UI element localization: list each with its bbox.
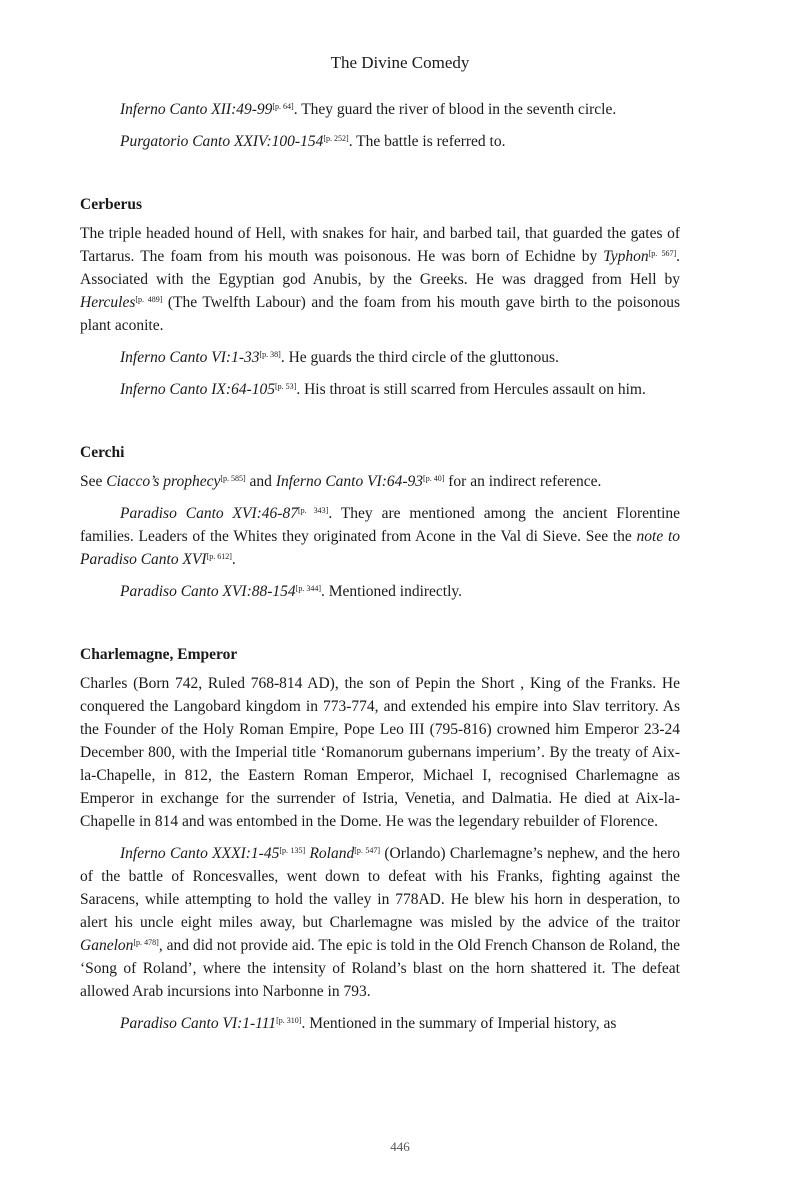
page-reference[interactable]: [p. 343] <box>297 506 329 515</box>
page-reference[interactable]: [p. 547] <box>354 846 381 855</box>
cross-reference-link[interactable]: Hercules <box>80 294 136 311</box>
entry-heading: Charlemagne, Emperor <box>80 646 238 663</box>
page-reference[interactable]: [p. 252] <box>323 134 349 143</box>
page-reference[interactable]: [p. 53] <box>274 382 297 391</box>
page-reference[interactable]: [p. 489] <box>135 295 163 304</box>
page-number: 446 <box>390 1139 410 1154</box>
entry-heading: Cerberus <box>80 196 142 213</box>
reference-paragraph: Inferno Canto VI:1-33[p. 38]. He guards the third circle of the gluttonous. <box>120 349 559 366</box>
reference-paragraph: Inferno Canto IX:64-105[p. 53]. His throat is still scarred from Hercules assault on him. <box>120 381 646 398</box>
page-reference[interactable]: [p. 567] <box>648 249 677 258</box>
entry-description: See Ciacco’s prophecy[p. 585] and Inferno Canto VI:64-93[p. 40] for an indirect reference. <box>80 473 602 490</box>
entry-cerchi <box>80 441 680 603</box>
page-reference[interactable]: [p. 310] <box>276 1016 302 1025</box>
canto-link[interactable]: Paradiso Canto XVI:88-154 <box>120 583 296 600</box>
page-reference[interactable]: [p. 612] <box>206 552 232 561</box>
reference-paragraph: Paradiso Canto XVI:46-87[p. 343]. They are mentioned among the ancient Florentine families. Leaders of the Whites they originated from Acone in the Val di Sieve. See the note to Paradiso Canto XVI[p. 612]. <box>80 505 681 568</box>
reference-paragraph: Inferno Canto XXXI:1-45[p. 135] Roland[p. 547] (Orlando) Charlemagne’s nephew, and the hero of the battle of Roncesvalles, went down to defeat with his Franks, fighting against the Saracens, while attempting to hold the valley in 778AD. He blew his horn in desperation, to alert his uncle eight miles away, but Charlemagne was misled by the advice of the traitor Ganelon[p. 478], and did not provide aid. The epic is told in the Old French Chanson de Roland, the ‘Song of Roland’, where the intensity of Roland’s blast on the horn shattered it. The defeat allowed Arab incursions into Narbonne in 793. <box>80 845 681 1000</box>
page-reference[interactable]: [p. 344] <box>295 584 321 593</box>
page-reference[interactable]: [p. 135] <box>279 846 306 855</box>
canto-link[interactable]: Paradiso Canto XVI:46-87 <box>120 505 298 522</box>
canto-link[interactable]: Inferno Canto IX:64-105 <box>120 381 275 398</box>
reference-paragraph: Paradiso Canto XVI:88-154[p. 344]. Mentioned indirectly. <box>120 583 463 600</box>
page-title: The Divine Comedy <box>330 53 470 72</box>
page-reference[interactable]: [p. 478] <box>133 938 159 947</box>
reference-paragraph: Purgatorio Canto XXIV:100-154[p. 252]. The battle is referred to. <box>120 133 506 150</box>
entry-heading: Cerchi <box>80 444 125 461</box>
canto-link[interactable]: Inferno Canto VI:64-93 <box>275 473 424 490</box>
cross-reference-link[interactable]: Ciacco’s prophecy <box>106 473 221 490</box>
entry-cerberus <box>80 193 680 401</box>
entry-description: The triple headed hound of Hell, with snakes for hair, and barbed tail, that guarded the gates of Tartarus. The foam from his mouth was poisonous. He was born of Echidne by Typhon[p. 567]. Associated with the Egyptian god Anubis, by the Greeks. He was dragged from Hell by Hercules[p. 489] (The Twelfth Labour) and the foam from his mouth gave birth to the poisonous plant aconite. <box>80 225 680 334</box>
page-content <box>80 98 680 1035</box>
canto-link[interactable]: Inferno Canto XII:49-99 <box>120 101 273 118</box>
cross-reference-link[interactable]: note to Paradiso Canto XVI <box>80 528 680 568</box>
canto-link[interactable]: Inferno Canto VI:1-33 <box>120 349 260 366</box>
page-reference[interactable]: [p. 38] <box>259 350 281 359</box>
reference-paragraph: Inferno Canto XII:49-99[p. 64]. They guard the river of blood in the seventh circle. <box>120 101 617 118</box>
reference-paragraph: Paradiso Canto VI:1-111[p. 310]. Mentioned in the summary of Imperial history, as <box>120 1015 617 1032</box>
page-reference[interactable]: [p. 585] <box>220 474 246 483</box>
cross-reference-link[interactable]: Typhon <box>603 248 649 265</box>
page-reference[interactable]: [p. 40] <box>423 474 445 483</box>
canto-link[interactable]: Paradiso Canto VI:1-111 <box>120 1015 277 1032</box>
canto-link[interactable]: Inferno Canto XXXI:1-45 <box>120 845 280 862</box>
cross-reference-link[interactable]: Roland <box>309 845 355 862</box>
entry-charlemagne <box>80 643 680 1035</box>
canto-link[interactable]: Purgatorio Canto XXIV:100-154 <box>120 133 324 150</box>
cross-reference-link[interactable]: Ganelon <box>80 937 134 954</box>
page-reference[interactable]: [p. 64] <box>272 102 294 111</box>
entry-description: Charles (Born 742, Ruled 768-814 AD), the son of Pepin the Short , King of the Franks. He conquered the Langobard kingdom in 773-774, and extended his empire into Slav territory. As the Founder of the Holy Roman Empire, Pope Leo III (795-816) crowned him Emperor 23-24 December 800, with the Imperial title ‘Romanorum gubernans imperium’. By the treaty of Aix-la-Chapelle, in 812, the Eastern Roman Emperor, Michael I, recognised Charlemagne as Emperor in exchange for the surrender of Istria, Venetia, and Dalmatia. He died at Aix-la-Chapelle in 814 and was entombed in the Dome. He was the legendary rebuilder of Florence. <box>80 675 680 830</box>
